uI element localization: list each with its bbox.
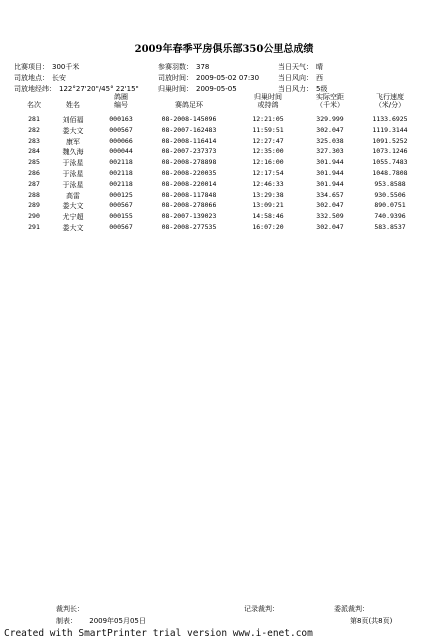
cell-name: 于泳星 — [62, 170, 84, 178]
cell-dist: 325.038 — [316, 136, 344, 145]
header-time: 归巢时间 或持鸽 — [254, 93, 282, 109]
cell-ring: 08-2007-139023 — [161, 212, 217, 221]
info-location-label: 司放地点： — [14, 74, 49, 82]
info-project — [14, 62, 79, 72]
cell-speed: 953.8588 — [374, 179, 406, 188]
cell-time: 14:58:46 — [252, 212, 284, 221]
cell-rank: 282 — [28, 125, 40, 134]
footer-maker — [56, 616, 146, 626]
cell-rank: 290 — [28, 212, 40, 221]
info-project-label: 比赛项目： — [14, 63, 49, 71]
cell-rank: 284 — [28, 147, 40, 156]
cell-ring: 08-2007-162483 — [161, 125, 217, 134]
cell-dist: 302.047 — [316, 125, 344, 134]
info-release-time-label: 司放时间： — [158, 74, 193, 82]
cell-name: 刘佰福 — [62, 116, 84, 124]
cell-dist: 302.047 — [316, 223, 344, 231]
cell-speed: 890.0751 — [374, 201, 406, 210]
cell-time: 13:29:38 — [252, 190, 284, 199]
cell-code: 002118 — [109, 179, 133, 188]
cell-name: 于泳星 — [62, 159, 84, 168]
footer-committee: 委派裁判： — [334, 605, 369, 613]
cell-rank: 287 — [28, 179, 40, 188]
cell-speed: 930.5506 — [374, 190, 406, 199]
cell-ring: 08-2007-237373 — [161, 147, 217, 156]
cell-dist: 334.657 — [316, 190, 344, 199]
cell-ring: 08-2008-277535 — [161, 223, 217, 231]
info-return-time — [158, 84, 237, 94]
info-weather — [278, 62, 323, 72]
cell-dist: 302.047 — [316, 201, 344, 210]
cell-code: 000044 — [109, 147, 133, 156]
header-code: 鸽圈 编号 — [114, 93, 128, 109]
cell-time: 12:21:05 — [252, 115, 284, 123]
footer-maker-label: 制表： — [56, 617, 77, 625]
info-wind-force-value: 5级 — [316, 85, 328, 93]
cell-rank: 281 — [28, 115, 40, 123]
info-count — [158, 62, 209, 72]
info-wind-dir — [278, 73, 323, 83]
header-name: 姓名 — [66, 101, 80, 109]
cell-speed: 740.9396 — [374, 212, 406, 221]
header-ring: 赛鸽足环 — [175, 101, 203, 109]
header-rank: 名次 — [27, 101, 41, 109]
info-location — [14, 73, 66, 83]
cell-code: 000155 — [109, 212, 133, 221]
cell-code: 000567 — [109, 125, 133, 134]
info-weather-value: 晴 — [316, 63, 323, 71]
cell-dist: 332.509 — [316, 212, 344, 221]
cell-code: 000163 — [109, 115, 133, 123]
cell-dist: 329.999 — [316, 115, 344, 123]
info-count-label: 参赛羽数： — [158, 63, 193, 71]
cell-time: 16:07:20 — [252, 223, 284, 231]
trial-watermark: Created with SmartPrinter trial version www.i-enet.com — [4, 628, 313, 639]
footer-page-number: 第8页(共8页) — [350, 617, 393, 625]
cell-speed: 1048.7808 — [372, 169, 408, 177]
cell-ring: 08-2008-278898 — [161, 158, 217, 167]
cell-ring: 08-2008-278066 — [161, 201, 217, 210]
cell-time: 12:35:00 — [252, 147, 284, 156]
cell-name: 娄大文 — [62, 202, 84, 211]
cell-code: 000066 — [109, 136, 133, 145]
cell-name: 高雷 — [66, 191, 80, 200]
info-location-value: 长安 — [52, 74, 66, 82]
cell-code: 000567 — [109, 201, 133, 210]
info-wind-force-label: 当日风力： — [278, 85, 313, 93]
cell-code: 002118 — [109, 158, 133, 167]
cell-name: 娄大文 — [62, 224, 84, 232]
footer-recorder: 记录裁判： — [244, 605, 279, 613]
cell-name: 尤宁超 — [62, 213, 84, 222]
cell-speed: 1091.5252 — [372, 136, 408, 145]
cell-dist: 327.303 — [316, 147, 344, 156]
header-speed: 飞行速度 （米/分） — [374, 93, 406, 109]
page-title: 2009年春季平房俱乐部350公里总成绩 — [134, 44, 314, 55]
cell-rank: 289 — [28, 201, 40, 210]
cell-ring: 08-2008-220035 — [161, 169, 217, 177]
cell-time: 12:17:54 — [252, 169, 284, 177]
info-release-time-value: 2009-05-02 07:30 — [196, 74, 260, 82]
cell-rank: 285 — [28, 158, 40, 167]
info-count-value: 378 — [196, 63, 210, 71]
info-wind-dir-label: 当日风向： — [278, 74, 313, 82]
cell-name: 娄大文 — [62, 126, 84, 135]
cell-time: 11:59:51 — [252, 125, 284, 134]
cell-ring: 08-2008-117848 — [161, 190, 217, 199]
cell-code: 000567 — [109, 223, 133, 231]
cell-speed: 1119.3144 — [372, 125, 408, 134]
info-coords-value: 122°27'20"/45° 22'15" — [59, 85, 139, 93]
cell-ring: 08-2008-116414 — [161, 136, 217, 145]
info-project-value: 300千米 — [52, 63, 80, 71]
footer-referee: 裁判长： — [56, 605, 84, 613]
info-wind-dir-value: 西 — [316, 74, 323, 82]
cell-speed: 1133.6925 — [372, 115, 408, 123]
info-return-time-value: 2009-05-05 — [196, 85, 237, 93]
header-dist: 实际空距 （千米） — [316, 93, 344, 109]
footer-maker-date: 2009年05月05日 — [89, 617, 146, 625]
cell-time: 12:46:33 — [252, 179, 284, 188]
cell-name: 魏久海 — [62, 148, 84, 157]
cell-speed: 583.8537 — [374, 223, 406, 231]
cell-time: 13:09:21 — [252, 201, 284, 210]
cell-rank: 288 — [28, 190, 40, 199]
cell-code: 000125 — [109, 190, 133, 199]
cell-dist: 301.944 — [316, 169, 344, 177]
cell-ring: 08-2008-220014 — [161, 179, 217, 188]
cell-ring: 08-2008-145096 — [161, 115, 217, 123]
cell-speed: 1073.1246 — [372, 147, 408, 156]
cell-name: 于泳星 — [62, 180, 84, 189]
cell-rank: 286 — [28, 169, 40, 177]
info-release-time — [158, 73, 259, 83]
cell-time: 12:16:00 — [252, 158, 284, 167]
cell-dist: 301.944 — [316, 179, 344, 188]
cell-name: 康军 — [66, 137, 80, 146]
cell-time: 12:27:47 — [252, 136, 284, 145]
cell-speed: 1055.7483 — [372, 158, 408, 167]
cell-rank: 283 — [28, 136, 40, 145]
info-return-time-label: 归巢时间： — [158, 85, 193, 93]
info-coords-label: 司放地经纬： — [14, 85, 56, 93]
info-weather-label: 当日天气： — [278, 63, 313, 71]
cell-dist: 301.944 — [316, 158, 344, 167]
cell-code: 002118 — [109, 169, 133, 177]
cell-rank: 291 — [28, 223, 40, 231]
